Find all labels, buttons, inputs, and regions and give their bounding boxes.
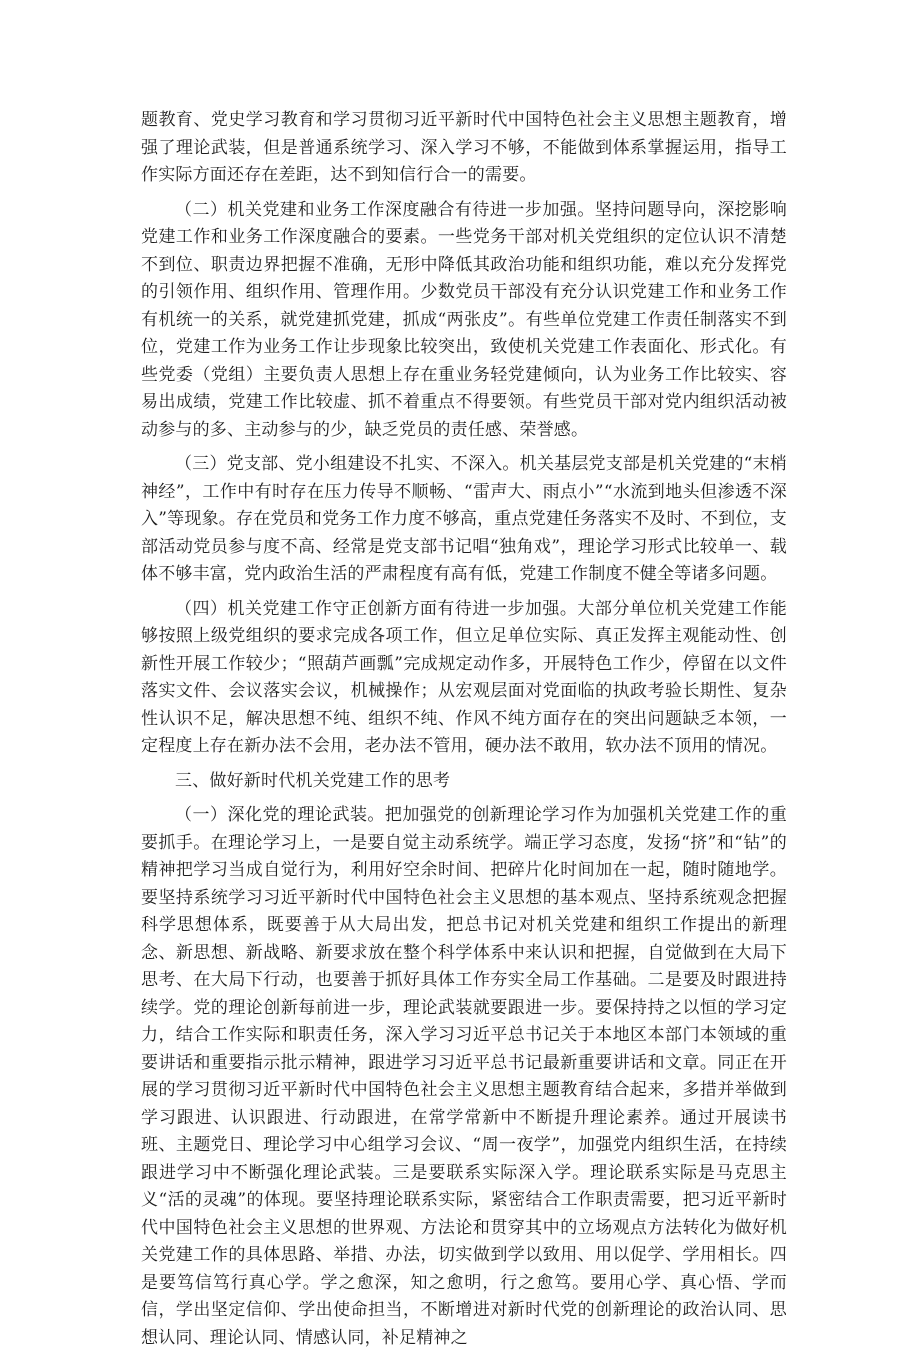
paragraph-theory-armament: （一）深化党的理论武装。把加强党的创新理论学习作为加强机关党建工作的重要抓手。在理论学习上，一是要自觉主动系统学。端正学习态度，发扬“挤”和“钻”的精神把学习当成自觉行为，利用好空余时间、把碎片化时间加在一起，随时随地学。要坚持系统学习习近平新时代中国特色社会主义思想的基本观点、坚持系统观念把握科学思想体系，既要善于从大局出发，把总书记对机关党建和组织工作提出的新理念、新思想、新战略、新要求放在整个科学体系中来认识和把握，自觉做到在大局下思考、在大局下行动，也要善于抓好具体工作夯实全局工作基础。二是要及时跟进持续学。党的理论创新每前进一步，理论武装就要跟进一步。要保持持之以恒的学习定力，结合工作实际和职责任务，深入学习习近平总书记关于本地区本部门本领域的重要讲话和重要指示批示精神，跟进学习习近平总书记最新重要讲话和文章。同正在开展的学习贯彻习近平新时代中国特色社会主义思想主题教育结合起来，多措并举做到学习跟进、认识跟进、行动跟进，在常学常新中不断提升理论素养。通过开展读书班、主题党日、理论学习中心组学习会议、“周一夜学”，加强党内组织生活，在持续跟进学习中不断强化理论武装。三是要联系实际深入学。理论联系实际是马克思主义“活的灵魂”的体现。要坚持理论联系实际，紧密结合工作职责需要，把习近平新时代中国特色社会主义思想的世界观、方法论和贯穿其中的立场观点方法转化为做好机关党建工作的具体思路、举措、办法，切实做到学以致用、用以促学、学用相长。四是要笃信笃行真心学。学之愈深，知之愈明，行之愈笃。要用心学、真心悟、学而信，学出坚定信仰、学出使命担当，不断增进对新时代党的创新理论的政治认同、思想认同、理论认同、情感认同，补足精神之 (141, 805, 787, 1348)
paragraph-continuation: 题教育、党史学习教育和学习贯彻习近平新时代中国特色社会主义思想主题教育，增强了理论武装，但是普通系统学习、深入学习不够，不能做到体系掌握运用，指导工作实际方面还存在差距，达不到知信行合一的需要。 (141, 110, 787, 185)
section-heading: 三、做好新时代机关党建工作的思考 (175, 770, 451, 791)
paragraph-section-4: （四）机关党建工作守正创新方面有待进一步加强。大部分单位机关党建工作能够按照上级党组织的要求完成各项工作，但立足单位实际、真正发挥主观能动性、创新性开展工作较少；“照葫芦画瓢”完成规定动作多，开展特色工作少，停留在以文件落实文件、会议落实会议，机械操作；从宏观层面对党面临的执政考验长期性、复杂性认识不足，解决思想不纯、组织不纯、作风不纯方面存在的突出问题缺乏本领，一定程度上存在新办法不会用，老办法不管用，硬办法不敢用，软办法不顶用的情况。 (141, 598, 787, 756)
paragraph-section-3: （三）党支部、党小组建设不扎实、不深入。机关基层党支部是机关党建的“末梢神经”，工作中有时存在压力传导不顺畅、“雷声大、雨点小”“水流到地头但渗透不深入”等现象。存在党员和党务工作力度不够高，重点党建任务落实不及时、不到位，支部活动党员参与度不高、经常是党支部书记唱“独角戏”，理论学习形式比较单一、载体不够丰富，党内政治生活的严肃程度有高有低，党建工作制度不健全等诸多问题。 (141, 454, 787, 584)
document-body (141, 107, 787, 1359)
paragraph-section-2: （二）机关党建和业务工作深度融合有待进一步加强。坚持问题导向，深挖影响党建工作和业务工作深度融合的要素。一些党务干部对机关党组织的定位认识不清楚不到位、职责边界把握不准确，无形中降低其政治功能和组织功能，难以充分发挥党的引领作用、组织作用、管理作用。少数党员干部没有充分认识党建工作和业务工作有机统一的关系，就党建抓党建，抓成“两张皮”。有些单位党建工作责任制落实不到位，党建工作为业务工作让步现象比较突出，致使机关党建工作表面化、形式化。有些党委（党组）主要负责人思想上存在重业务轻党建倾向，认为业务工作比较实、容易出成绩，党建工作比较虚、抓不着重点不得要领。有些党员干部对党内组织活动被动参与的多、主动参与的少，缺乏党员的责任感、荣誉感。 (141, 199, 787, 440)
